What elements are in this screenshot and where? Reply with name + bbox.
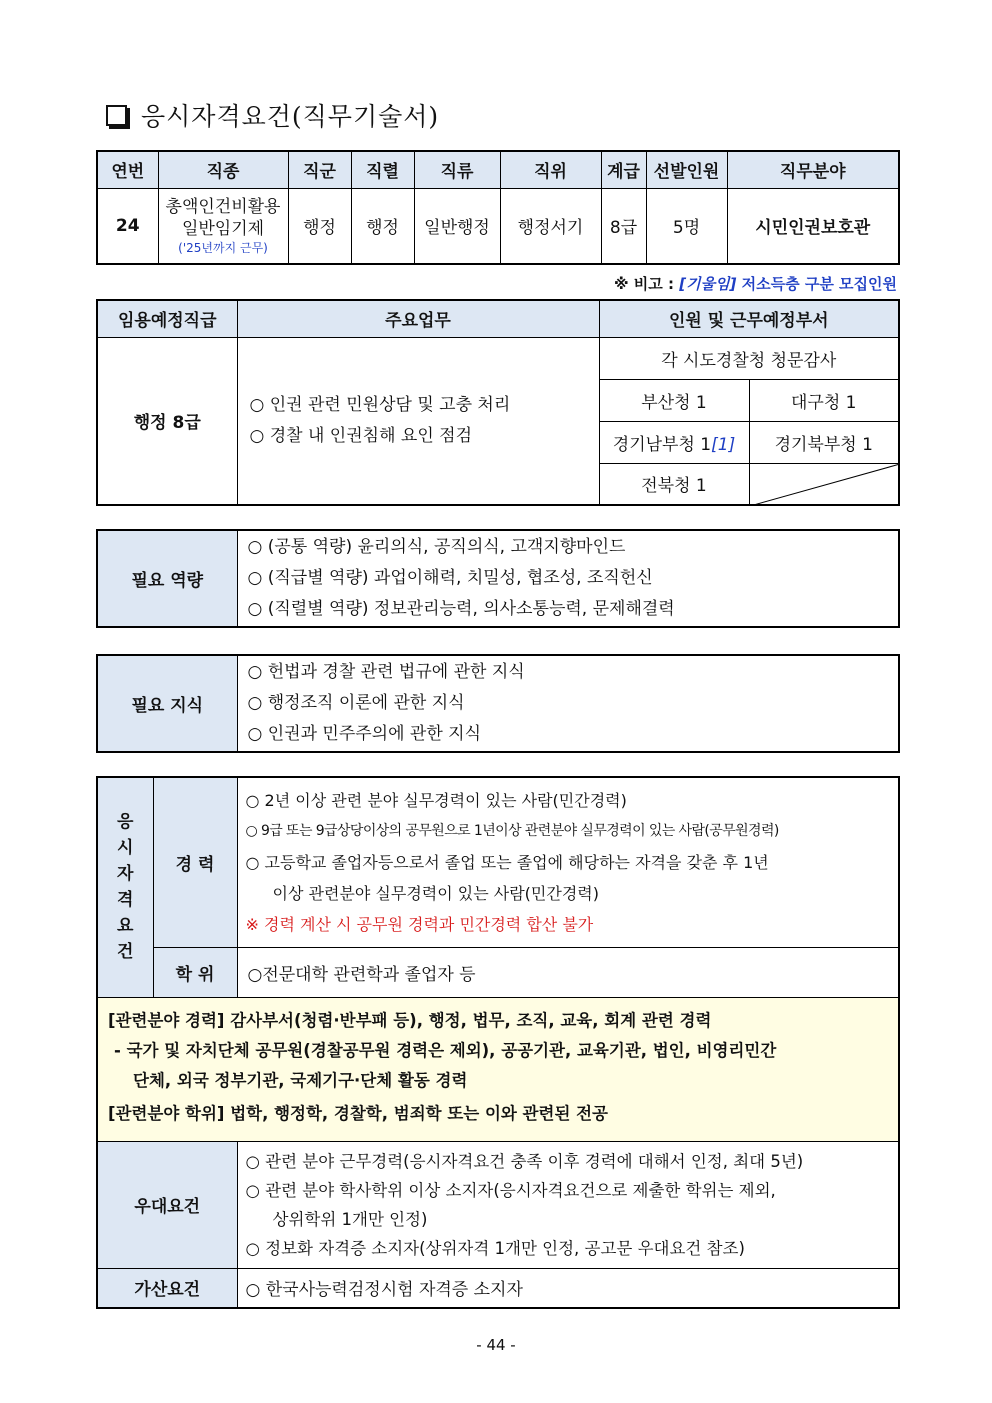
knowledge-table [96,654,900,753]
row-type-line2: 일반임기제 [181,218,265,239]
header-series: 직렬 [351,151,414,188]
knowledge-items [237,655,899,752]
row-series: 행정 [351,188,414,264]
degree-item: ○전문대학 관련학과 졸업자 등 [237,947,899,997]
empty-diagonal-cell [749,463,899,505]
rank-cell: 행정 8급 [97,337,237,505]
bonus-label: 가산요건 [97,1268,237,1308]
career-items [237,777,899,947]
preference-item: ○ 정보화 자격증 소지자(상위자격 1개만 인정, 공고문 우대요건 참조) [245,1238,745,1258]
preference-item: 상위학위 1개만 인정) [272,1209,428,1229]
related-box [97,997,899,1141]
header-class: 직류 [414,151,500,188]
header-num: 연번 [97,151,158,188]
qualification-table [96,776,900,1309]
related-career-sub1: - 국가 및 자치단체 공무원(경찰공무원 경력은 제외), 공공기관, 교육기관, 법인, 비영리민간 [114,1041,777,1060]
header-group: 직군 [288,151,351,188]
header-rank: 임용예정직급 [97,300,237,337]
preference-label: 우대요건 [97,1141,237,1268]
row-grade: 8급 [601,188,646,264]
dept-gyeonggi-north: 경기북부청 1 [749,421,899,463]
career-item: 이상 관련분야 실무경력이 있는 사람(민간경력) [272,883,599,903]
duty-table [96,299,900,506]
career-item: ○ 고등학교 졸업자등으로서 졸업 또는 졸업에 해당하는 자격을 갖춘 후 1년 [245,852,769,872]
related-career-sub2: 단체, 외국 정부기관, 국제기구·단체 활동 경력 [133,1071,468,1090]
dept-title: 각 시도경찰청 청문감사 [599,337,899,379]
checkbox-icon [106,105,127,126]
row-position: 행정서기 [500,188,601,264]
preference-item: ○ 관련 분야 근무경력(응시자격요건 충족 이후 경력에 대해서 인정, 최대 5년) [245,1151,804,1171]
competency-table [96,529,900,628]
dept-jeonbuk: 전북청 1 [599,463,749,505]
header-count: 선발인원 [646,151,727,188]
row-num: 24 [97,188,158,264]
duty-item: ○ 경찰 내 인권침해 요인 점검 [249,425,472,446]
header-depts: 인원 및 근무예정부서 [599,300,899,337]
bonus-item: ○ 한국사능력검정시험 자격증 소지자 [237,1268,899,1308]
competency-item: ○ (직렬별 역량) 정보관리능력, 의사소통능력, 문제해결력 [247,599,675,619]
career-warning: ※ 경력 계산 시 공무원 경력과 민간경력 합산 불가 [245,914,594,934]
career-label: 경 력 [153,777,237,947]
row-class: 일반행정 [414,188,500,264]
dept-busan: 부산청 1 [599,379,749,421]
header-type: 직종 [158,151,288,188]
preference-items [237,1141,899,1268]
career-item: ○ 2년 이상 관련 분야 실무경력이 있는 사람(민간경력) [245,790,627,810]
knowledge-label: 필요 지식 [97,655,237,752]
header-position: 직위 [500,151,601,188]
related-career: [관련분야 경력] 감사부서(청렴·반부패 등), 행정, 법무, 조직, 교육, 회계 관련 경력 [108,1011,712,1030]
degree-label: 학 위 [153,947,237,997]
duty-item: ○ 인권 관련 민원상담 및 고충 처리 [249,394,511,415]
knowledge-item: ○ 헌법과 경찰 관련 법규에 관한 지식 [247,662,525,682]
remark-prefix: ※ 비고 : [614,275,680,293]
dept-mark: [1] [711,434,736,455]
section-title: 응시자격요건(직무기술서) [141,102,440,131]
row-type-note: ('25년까지 근무) [178,240,268,255]
diagonal-line [750,464,900,506]
row-type [158,188,288,264]
duties-cell [237,337,599,505]
header-duties: 주요업무 [237,300,599,337]
knowledge-item: ○ 인권과 민주주의에 관한 지식 [247,724,482,744]
row-group: 행정 [288,188,351,264]
preference-item: ○ 관련 분야 학사학위 이상 소지자(응시자격요건으로 제출한 학위는 제외, [245,1180,776,1200]
competency-item: ○ (직급별 역량) 과업이해력, 치밀성, 협조성, 조직헌신 [247,568,653,588]
competency-label: 필요 역량 [97,530,237,627]
row-field: 시민인권보호관 [727,188,899,264]
header-field: 직무분야 [727,151,899,188]
header-grade: 계급 [601,151,646,188]
remark-text: 저소득층 구분 모집인원 [736,275,897,293]
competency-items [237,530,899,627]
related-degree: [관련분야 학위] 법학, 행정학, 경찰학, 범죄학 또는 이와 관련된 전공 [108,1104,608,1123]
position-table [96,150,900,265]
row-count: 5명 [646,188,727,264]
dept-daegu: 대구청 1 [749,379,899,421]
knowledge-item: ○ 행정조직 이론에 관한 지식 [247,693,465,713]
section-heading [106,98,439,132]
dept-gyeonggi-south: 경기남부청 1[1] [599,421,749,463]
row-type-line1: 총액인건비활용 [165,196,281,217]
remark-tag: [기울임] [679,275,737,293]
page-number: - 44 - [476,1336,516,1354]
remark [614,273,897,294]
qualification-label: 응 시 자 격 요 건 [97,777,153,997]
competency-item: ○ (공통 역량) 윤리의식, 공직의식, 고객지향마인드 [247,537,626,557]
career-item: ○ 9급 또는 9급상당이상의 공무원으로 1년이상 관련분야 실무경력이 있는 사람(공무원경력) [245,822,779,839]
